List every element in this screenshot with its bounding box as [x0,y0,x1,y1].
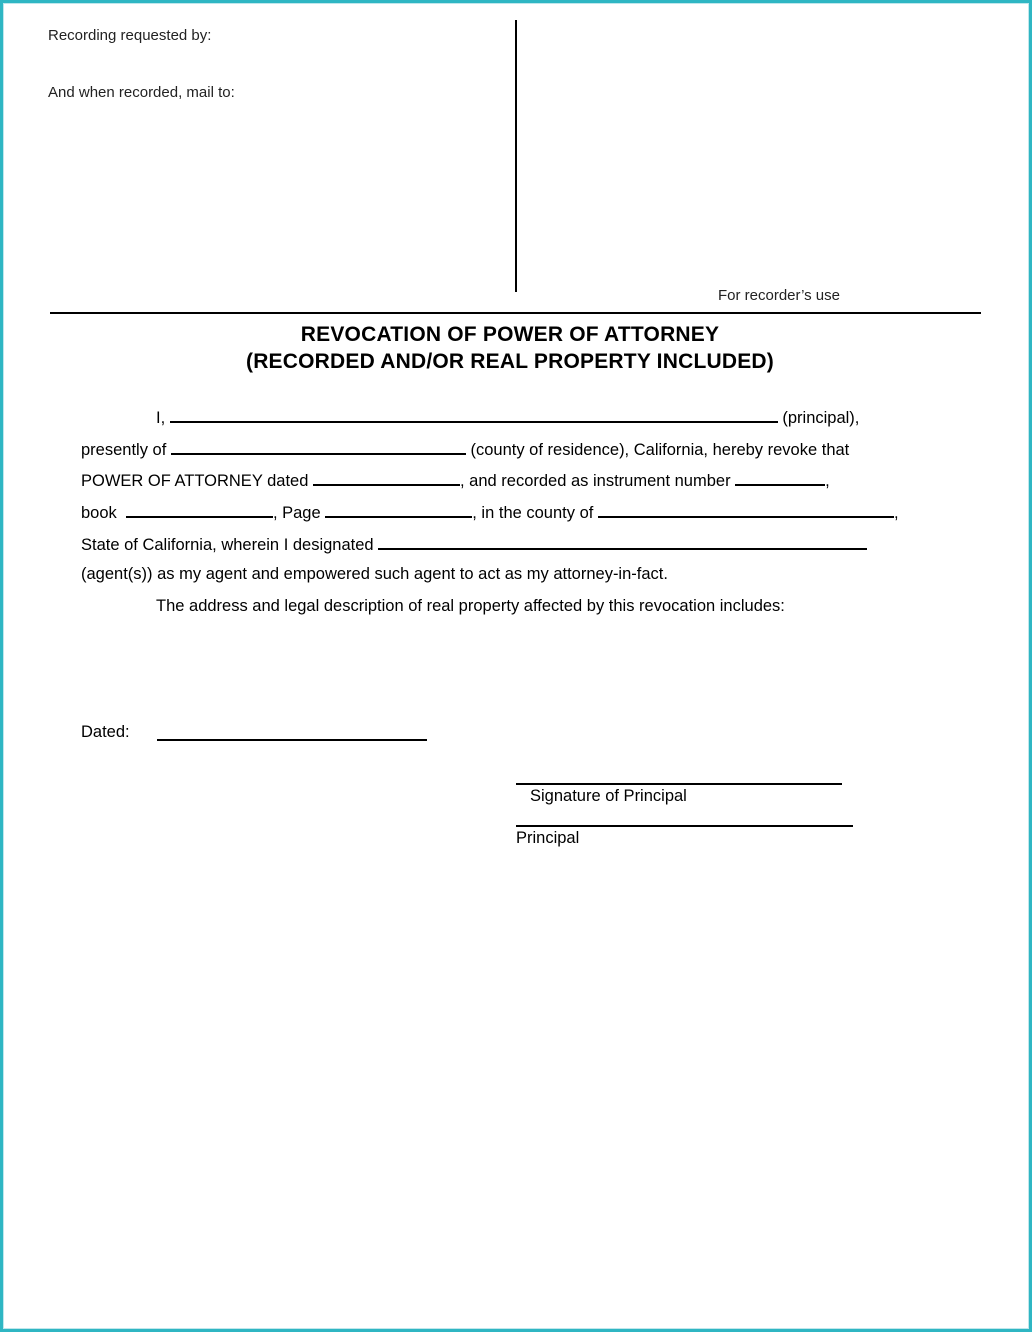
body-line-7: The address and legal description of real property affected by this revocation includes: [156,597,785,615]
designated-prefix: State of California, wherein I designated [81,536,374,554]
residence-field[interactable] [171,439,466,455]
signature-label: Signature of Principal [530,787,687,805]
line3-comma: , [825,472,830,490]
dated-label: Dated: [81,723,130,741]
dated-field[interactable] [157,739,427,741]
document-title: REVOCATION OF POWER OF ATTORNEY [300,323,720,346]
agent-name-field[interactable] [378,534,867,550]
body-line-4 [81,502,899,523]
book-field[interactable] [126,502,273,518]
principal-name-line[interactable] [516,825,853,827]
line4-comma: , [893,504,899,522]
principal-name-field[interactable] [170,407,778,423]
residence-prefix: presently of [81,441,167,459]
body-line-3 [81,470,830,491]
instrument-number-label: , and recorded as instrument number [460,472,731,490]
recording-requested-label: Recording requested by: [48,27,212,44]
poa-date-field[interactable] [313,470,460,486]
document-subtitle: (RECORDED AND/OR REAL PROPERTY INCLUDED) [246,350,774,373]
page-field[interactable] [325,502,472,518]
poa-dated-prefix: POWER OF ATTORNEY dated [81,472,309,490]
book-label: book [81,504,117,522]
header-divider-horizontal [50,312,981,314]
signature-line[interactable] [516,783,842,785]
principal-prefix: I, [156,409,166,427]
body-line-5 [81,534,867,555]
instrument-number-field[interactable] [735,470,825,486]
county-field[interactable] [598,502,894,518]
page-label: , Page [272,504,321,522]
principal-suffix: (principal), [782,409,860,427]
header-divider-vertical [515,20,517,292]
principal-label: Principal [516,829,580,847]
county-label: , in the county of [472,504,594,522]
residence-suffix: (county of residence), California, hereby revoke that [470,441,850,459]
body-line-1 [156,407,859,428]
mail-to-label: And when recorded, mail to: [48,84,235,101]
body-line-2 [81,439,849,460]
recorders-use-label: For recorder’s use [718,287,840,304]
body-line-6: (agent(s)) as my agent and empowered such agent to act as my attorney-in-fact. [81,565,668,583]
